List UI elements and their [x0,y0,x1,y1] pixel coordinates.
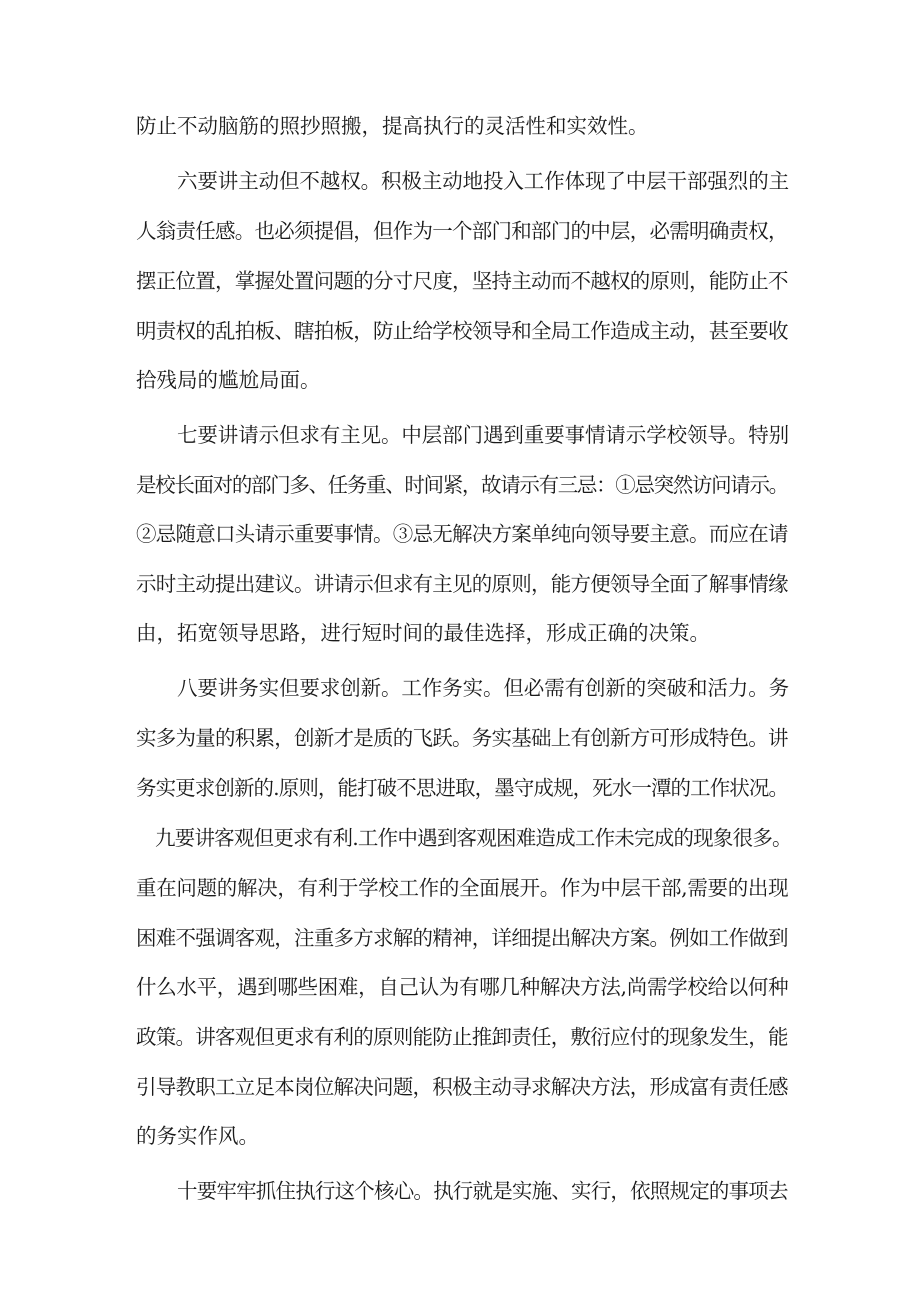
text-line-21: 的务实作风。 [136,1124,259,1148]
text-line-10: 示时主动提出建议。讲请示但求有主见的原则，能方便领导全面了解事情缘 [136,572,788,596]
text-line-8: 是校长面对的部门多、任务重、时间紧，故请示有三忌：①忌突然访问请示。 [136,473,788,497]
text-line-7: 七要讲请示但求有主见。中层部门遇到重要事情请示学校领导。特别 [177,423,789,447]
text-line-22: 十要牢牢抓住执行这个核心。执行就是实施、实行，依照规定的事项去 [177,1179,788,1203]
text-line-14: 务实更求创新的.原则，能打破不思进取，墨守成规，死水一潭的工作状况。 [136,776,789,800]
text-line-2: 六要讲主动但不越权。积极主动地投入工作体现了中层干部强烈的主 [177,169,789,193]
text-line-17: 困难不强调客观，注重多方求解的精神，详细提出解决方案。例如工作做到 [136,926,788,950]
text-line-16: 重在问题的解决，有利于学校工作的全面展开。作为中层干部,需要的出现 [136,876,789,900]
text-line-12: 八要讲务实但要求创新。工作务实。但必需有创新的突破和活力。务 [177,676,789,700]
text-line-15: 九要讲客观但更求有利.工作中遇到客观困难造成工作未完成的现象很多。 [155,826,792,850]
text-line-13: 实多为量的积累，创新才是质的飞跃。务实基础上有创新方可形成特色。讲 [136,726,788,750]
text-line-1: 防止不动脑筋的照抄照搬，提高执行的灵活性和实效性。 [136,114,649,138]
text-line-6: 拾残局的尴尬局面。 [136,368,321,392]
text-line-19: 政策。讲客观但更求有利的原则能防止推卸责任，敷衍应付的现象发生，能 [136,1025,788,1049]
text-line-4: 摆正位置，掌握处置问题的分寸尺度，坚持主动而不越权的原则，能防止不 [136,269,788,293]
text-line-18: 什么水平，遇到哪些困难，自己认为有哪几种解决方法,尚需学校给以何种 [136,975,789,999]
text-line-5: 明责权的乱拍板、瞎拍板，防止给学校领导和全局工作造成主动，甚至要收 [136,319,788,343]
text-line-11: 由，拓宽领导思路，进行短时间的最佳选择，形成正确的决策。 [136,621,710,645]
text-line-3: 人翁责任感。也必须提倡，但作为一个部门和部门的中层，必需明确责权， [136,219,788,243]
text-line-9: ②忌随意口头请示重要事情。③忌无解决方案单纯向领导要主意。而应在请 [136,522,788,546]
text-line-20: 引导教职工立足本岗位解决问题，积极主动寻求解决方法，形成富有责任感 [136,1075,788,1099]
